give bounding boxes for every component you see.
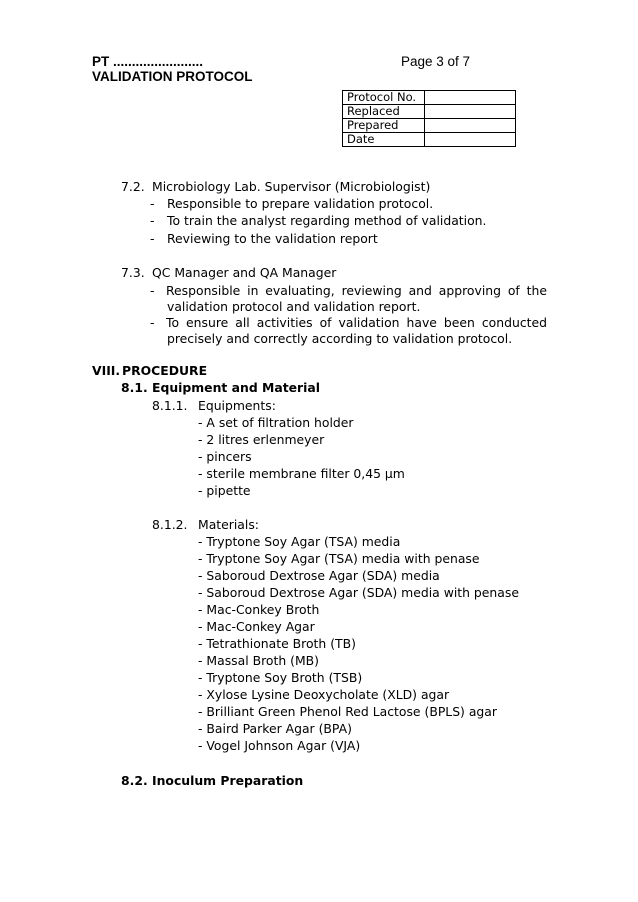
section-number: 7.2.	[121, 179, 145, 194]
meta-value	[425, 119, 516, 133]
list-item-line: Responsible in evaluating, reviewing and approving of the	[166, 283, 547, 298]
meta-row	[343, 91, 516, 105]
meta-row	[343, 133, 516, 147]
meta-label: Prepared	[343, 119, 425, 133]
list-item: - Vogel Johnson Agar (VJA)	[198, 738, 361, 753]
list-item: - Tryptone Soy Broth (TSB)	[198, 670, 363, 685]
meta-value	[425, 133, 516, 147]
list-item: - Massal Broth (MB)	[198, 653, 319, 668]
list-item: - 2 litres erlenmeyer	[198, 432, 325, 447]
list-item: - Mac-Conkey Agar	[198, 619, 315, 634]
chapter-number: VIII.	[92, 363, 121, 378]
list-item: - pipette	[198, 483, 251, 498]
section-number: 7.3.	[121, 265, 145, 280]
doc-code: PT ........................	[92, 54, 204, 69]
list-item: - A set of filtration holder	[198, 415, 354, 430]
list-item: - Baird Parker Agar (BPA)	[198, 721, 352, 736]
bullet-dash: -	[150, 283, 155, 298]
page-number: Page 3 of 7	[401, 54, 471, 69]
list-item-line: precisely and correctly according to validation protocol.	[167, 331, 513, 346]
list-item: - Tryptone Soy Agar (TSA) media with penase	[198, 551, 480, 566]
list-item: Responsible to prepare validation protocol.	[167, 196, 434, 211]
list-item: - Mac-Conkey Broth	[198, 602, 320, 617]
meta-row	[343, 105, 516, 119]
meta-value	[425, 105, 516, 119]
list-item: - Brilliant Green Phenol Red Lactose (BPLS) agar	[198, 704, 497, 719]
doc-title: VALIDATION PROTOCOL	[92, 69, 253, 84]
chapter-heading: PROCEDURE	[122, 363, 208, 378]
section-heading: Equipment and Material	[152, 380, 320, 395]
list-item: - Tryptone Soy Agar (TSA) media	[198, 534, 401, 549]
meta-value	[425, 91, 516, 105]
list-item: To train the analyst regarding method of validation.	[167, 213, 487, 228]
meta-label: Replaced	[343, 105, 425, 119]
section-heading: QC Manager and QA Manager	[152, 265, 337, 280]
list-item: - Tetrathionate Broth (TB)	[198, 636, 356, 651]
list-item: - Saboroud Dextrose Agar (SDA) media	[198, 568, 440, 583]
subsection-number: 8.1.1.	[152, 398, 188, 413]
meta-label: Date	[343, 133, 425, 147]
section-number: 8.2.	[121, 773, 148, 788]
section-number: 8.1.	[121, 380, 148, 395]
list-item: - sterile membrane filter 0,45 µm	[198, 466, 405, 481]
section-heading: Microbiology Lab. Supervisor (Microbiologist)	[152, 179, 431, 194]
section-heading: Inoculum Preparation	[152, 773, 304, 788]
list-item: - Saboroud Dextrose Agar (SDA) media with penase	[198, 585, 519, 600]
subsection-number: 8.1.2.	[152, 517, 188, 532]
meta-row	[343, 119, 516, 133]
bullet-dash: -	[150, 196, 155, 211]
protocol-meta-table	[342, 90, 516, 147]
bullet-dash: -	[150, 315, 155, 330]
list-item-line: validation protocol and validation report.	[167, 299, 421, 314]
list-item: Reviewing to the validation report	[167, 231, 378, 246]
bullet-dash: -	[150, 231, 155, 246]
list-item: - Xylose Lysine Deoxycholate (XLD) agar	[198, 687, 450, 702]
list-item-line: To ensure all activities of validation have been conducted	[166, 315, 547, 330]
bullet-dash: -	[150, 213, 155, 228]
subsection-heading: Equipments:	[198, 398, 276, 413]
meta-label: Protocol No.	[343, 91, 425, 105]
subsection-heading: Materials:	[198, 517, 259, 532]
list-item: - pincers	[198, 449, 252, 464]
